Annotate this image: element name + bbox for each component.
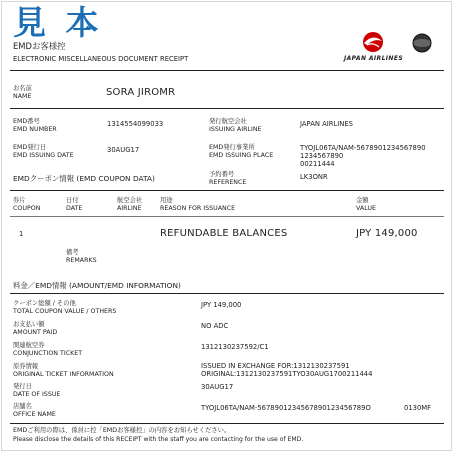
fare-row-2-value: NO ADC (201, 322, 229, 330)
emd-number-label-en: EMD NUMBER (13, 126, 57, 133)
reference-label-en: REFERENCE (209, 179, 247, 186)
emd-number-label-jp: EMD番号 (13, 118, 40, 125)
col-coupon-jp: 券片 (13, 197, 26, 204)
remarks-label-jp: 備考 (66, 249, 79, 256)
coupon-row-value: JPY 149,000 (356, 228, 418, 239)
coupon-row-coupon: 1 (19, 230, 24, 238)
fare-row-4-en: ORIGINAL TICKET INFORMATION (13, 371, 114, 378)
issuing-place-line-2: 1234567890 (300, 152, 344, 160)
col-reason-jp: 用途 (160, 197, 173, 204)
header-rule (10, 70, 444, 71)
oneworld-logo-icon (412, 33, 432, 53)
fare-row-6-value-extra: 0130MF (404, 404, 432, 412)
fare-row-1-jp: クーポン総額 / その他 (13, 300, 76, 307)
fare-section-rule (10, 293, 444, 294)
fare-row-4-value-2: ORIGINAL:1312130237591TYO30AUG1700211444 (201, 370, 373, 378)
remarks-label-en: REMARKS (66, 257, 97, 264)
fare-row-3-en: CONJUNCTION TICKET (13, 350, 83, 357)
issuing-date-label-en: EMD ISSUING DATE (13, 152, 74, 159)
fare-row-2-jp: お支払い額 (13, 321, 45, 328)
reference-value: LK3ONR (300, 173, 328, 181)
airline-logo-text: JAPAN AIRLINES (344, 55, 404, 62)
fare-row-4-jp: 原券情報 (13, 363, 39, 370)
col-coupon-en: COUPON (13, 205, 41, 212)
fare-row-5-jp: 発行日 (13, 383, 32, 390)
issuing-place-line-1: TYOJL06TA/NAM-5678901234567890 (300, 144, 426, 152)
issuing-date-value: 30AUG17 (107, 146, 140, 154)
issuing-place-label-en: EMD ISSUING PLACE (209, 152, 274, 159)
fare-row-5-en: DATE OF ISSUE (13, 391, 61, 398)
title-jp: EMDお客様控 (13, 41, 66, 51)
footer-note-en: Please disclose the details of this RECEIPT with the staff you are contacting for the use of EMD. (13, 436, 304, 443)
name-label-en: NAME (13, 93, 32, 100)
fare-row-1-value: JPY 149,000 (201, 301, 242, 309)
coupon-row-reason: REFUNDABLE BALANCES (160, 228, 288, 239)
col-airline-en: AIRLINE (117, 205, 142, 212)
jal-crane-logo-icon (358, 30, 388, 54)
fare-row-6-value: TYOJL06TA/NAM-5678901234567890123456789O (201, 404, 371, 412)
issuing-airline-label-en: ISSUING AIRLINE (209, 126, 262, 133)
footer-note-jp: EMDご利用の際は、係員に控「EMDお客様控」の内容をお知らせください。 (13, 427, 231, 434)
coupon-section-rule (10, 190, 444, 191)
fare-row-6-jp: 店舗名 (13, 403, 32, 410)
col-date-jp: 日付 (66, 197, 79, 204)
fare-row-3-value: 1312130237592/C1 (201, 343, 269, 351)
issuing-date-label-jp: EMD発行日 (13, 144, 47, 151)
title-en: ELECTRONIC MISCELLANEOUS DOCUMENT RECEIPT (13, 55, 189, 63)
fare-row-2-en: AMOUNT PAID (13, 329, 58, 336)
fare-row-3-jp: 関連航空券 (13, 342, 45, 349)
fare-row-4-value: ISSUED IN EXCHANGE FOR:1312130237591 (201, 362, 350, 370)
col-airline-jp: 航空会社 (117, 197, 143, 204)
sample-stamp: 見 本 (13, 3, 103, 42)
name-label-jp: お名前 (13, 85, 32, 92)
col-value-jp: 金額 (356, 197, 369, 204)
coupon-header-rule (10, 216, 444, 217)
col-reason-en: REASON FOR ISSUANCE (160, 205, 236, 212)
fare-row-5-value: 30AUG17 (201, 383, 234, 391)
issuing-airline-label-jp: 発行航空会社 (209, 118, 247, 125)
reference-label-jp: 予約番号 (209, 171, 235, 178)
fare-section-title: 料金／EMD情報 (AMOUNT/EMD INFORMATION) (13, 281, 181, 290)
col-date-en: DATE (66, 205, 83, 212)
col-value-en: VALUE (356, 205, 376, 212)
issuing-place-line-3: 00211444 (300, 160, 335, 168)
passenger-name: SORA JIROMR (106, 87, 176, 98)
issuing-place-label-jp: EMD発行事業所 (209, 144, 255, 151)
issuing-airline-value: JAPAN AIRLINES (300, 120, 353, 128)
footer-rule (10, 423, 444, 424)
coupon-section-title: EMDクーポン情報 (EMD COUPON DATA) (13, 174, 155, 183)
name-rule (10, 108, 444, 109)
fare-row-6-en: OFFICE NAME (13, 411, 56, 418)
fare-row-1-en: TOTAL COUPON VALUE / OTHERS (13, 308, 117, 315)
emd-number-value: 1314554099033 (107, 120, 164, 128)
